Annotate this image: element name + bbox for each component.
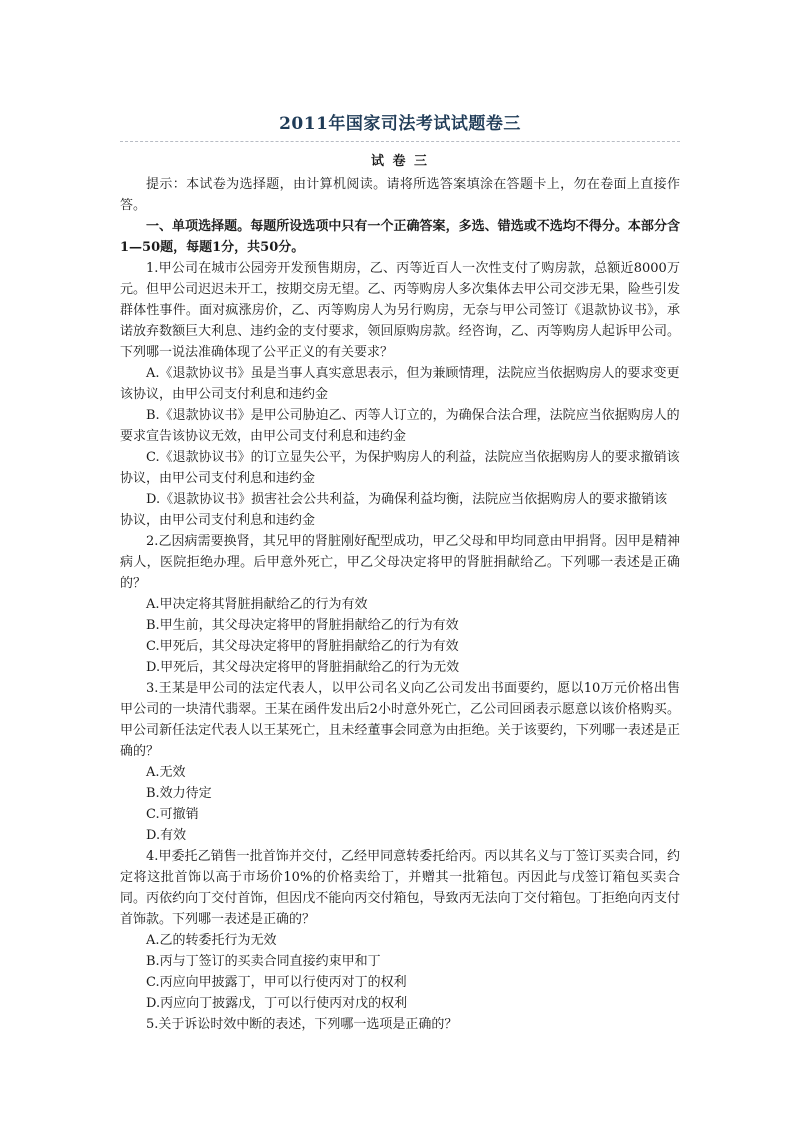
exam-subtitle: 试 卷 三 <box>370 154 430 169</box>
option-c: C.甲死后，其父母决定将甲的肾脏捐献给乙的行为有效 <box>146 639 459 654</box>
option-b: B.甲生前，其父母决定将甲的肾脏捐献给乙的行为有效 <box>146 618 459 633</box>
question-5 <box>120 1014 680 1035</box>
option-a: A.《退款协议书》虽是当事人真实意思表示，但为兼顾情理，法院应当依据购房人的要求变更该协议，由甲公司支付利息和违约金 <box>120 366 680 402</box>
title-divider <box>120 141 680 142</box>
question-stem: 3.王某是甲公司的法定代表人，以甲公司名义向乙公司发出书面要约，愿以10万元价格出售甲公司的一块清代翡翠。王某在函件发出后2小时意外死亡，乙公司回函表示愿意以该价格购买。甲公司新任法定代表人以王某死亡，且未经董事会同意为由拒绝。关于该要约，下列哪一表述是正确的？ <box>120 681 680 759</box>
option-d: D.有效 <box>146 828 187 843</box>
question-stem: 5.关于诉讼时效中断的表述，下列哪一选项是正确的？ <box>146 1017 458 1032</box>
option-c: C.可撤销 <box>146 807 199 822</box>
question-stem: 1.甲公司在城市公园旁开发预售期房，乙、丙等近百人一次性支付了购房款，总额近8000万元。但甲公司迟迟未开工，按期交房无望。乙、丙等购房人多次集体去甲公司交涉无果，险些引发群体性事件。面对疯涨房价，乙、丙等购房人为另行购房，无奈与甲公司签订《退款协议书》，承诺放弃数额巨大利息、违约金的支付要求，领回原购房款。经咨询，乙、丙等购房人起诉甲公司。下列哪一说法准确体现了公平正义的有关要求？ <box>120 261 680 360</box>
option-b: B.《退款协议书》是甲公司胁迫乙、丙等人订立的，为确保合法合理，法院应当依据购房人的要求宣告该协议无效，由甲公司支付利息和违约金 <box>120 408 680 444</box>
section-heading: 一、单项选择题。每题所设选项中只有一个正确答案，多选、错选或不选均不得分。本部分含1—50题，每题1分，共50分。 <box>120 219 680 255</box>
option-d: D.丙应向丁披露戊，丁可以行使丙对戊的权利 <box>146 996 408 1011</box>
document-title: 2011年国家司法考试试题卷三 <box>279 114 521 134</box>
option-b: B.丙与丁签订的买卖合同直接约束甲和丁 <box>146 954 381 969</box>
option-a: A.甲决定将其肾脏捐献给乙的行为有效 <box>146 597 368 612</box>
question-4 <box>120 846 680 1014</box>
question-2 <box>120 531 680 678</box>
question-stem: 2.乙因病需要换肾，其兄甲的肾脏刚好配型成功，甲乙父母和甲均同意由甲捐肾。因甲是精神病人，医院拒绝办理。后甲意外死亡，甲乙父母决定将甲的肾脏捐献给乙。下列哪一表述是正确的？ <box>120 534 680 591</box>
option-b: B.效力待定 <box>146 786 212 801</box>
question-stem: 4.甲委托乙销售一批首饰并交付，乙经甲同意转委托给丙。丙以其名义与丁签订买卖合同，约定将这批首饰以高于市场价10%的价格卖给丁，并赠其一批箱包。丙因此与戊签订箱包买卖合同。丙依约向丁交付首饰，但因戊不能向丙交付箱包，导致丙无法向丁交付箱包。丁拒绝向丙支付首饰款。下列哪一表述是正确的？ <box>120 849 680 927</box>
option-c: C.《退款协议书》的订立显失公平，为保护购房人的利益，法院应当依据购房人的要求撤销该协议，由甲公司支付利息和违约金 <box>120 450 680 486</box>
option-d: D.《退款协议书》损害社会公共利益，为确保利益均衡，法院应当依据购房人的要求撤销该协议，由甲公司支付利息和违约金 <box>120 492 668 528</box>
option-c: C.丙应向甲披露丁，甲可以行使丙对丁的权利 <box>146 975 407 990</box>
option-a: A.无效 <box>146 765 186 780</box>
document-body <box>120 174 680 1035</box>
option-d: D.甲死后，其父母决定将甲的肾脏捐献给乙的行为无效 <box>146 660 460 675</box>
question-1 <box>120 258 680 531</box>
question-3 <box>120 678 680 846</box>
option-a: A.乙的转委托行为无效 <box>146 933 277 948</box>
notice-paragraph: 提示：本试卷为选择题，由计算机阅读。请将所选答案填涂在答题卡上，勿在卷面上直接作答。 <box>120 177 680 213</box>
document-page <box>120 0 680 1035</box>
